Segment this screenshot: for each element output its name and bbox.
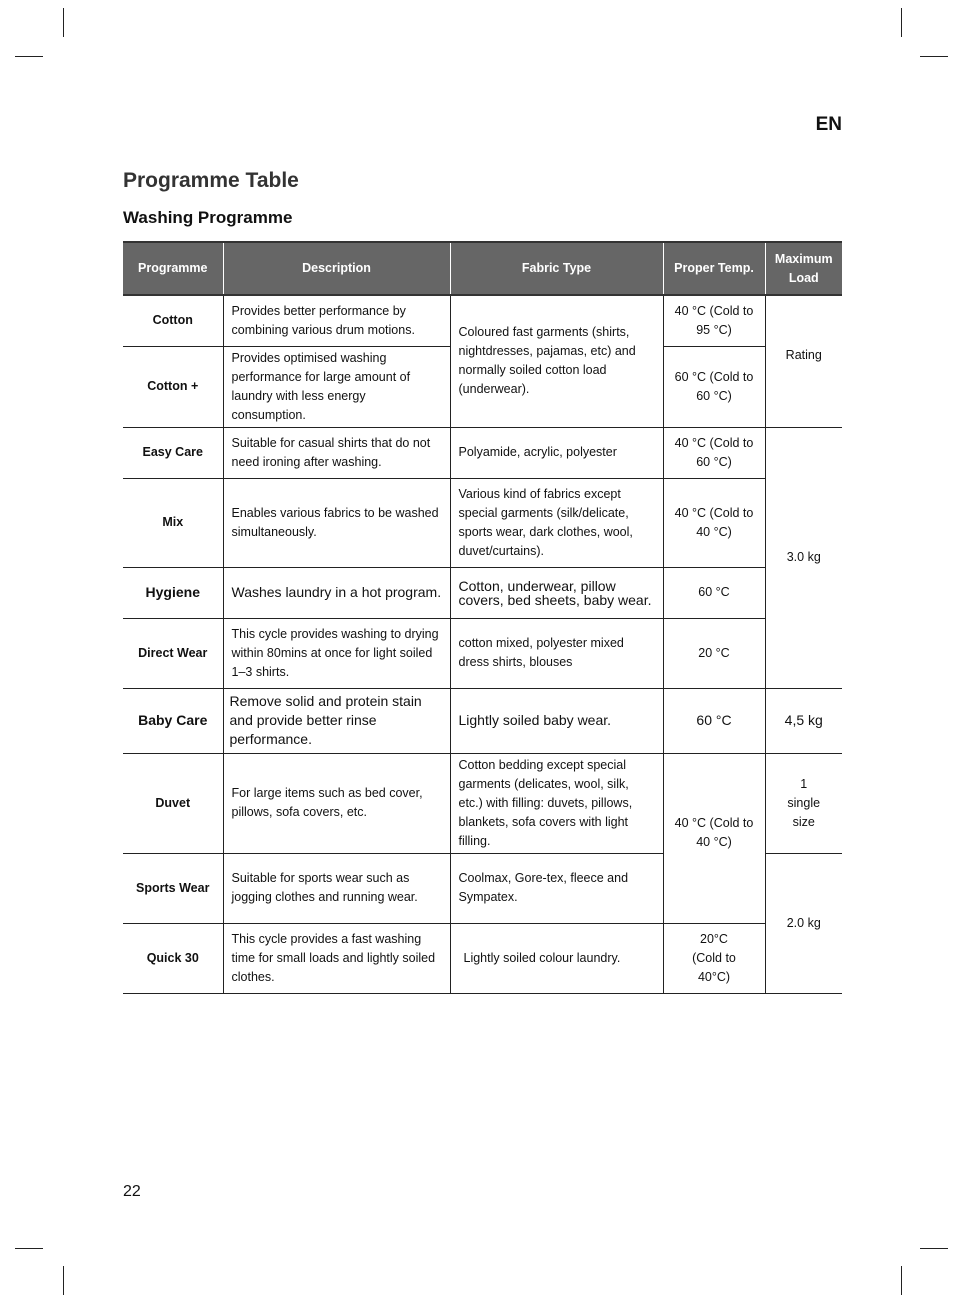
table-row	[123, 688, 842, 753]
page-number: 22	[123, 1183, 141, 1200]
maximum-load: 3.0 kg	[765, 427, 842, 688]
table-row	[123, 753, 842, 853]
programme-description: Provides optimised washing performance for large amount of laundry with less energy consumption.	[223, 346, 450, 427]
header-programme: Programme	[123, 242, 223, 295]
programme-table	[123, 241, 842, 994]
proper-temp: 20 °C	[663, 618, 765, 688]
fabric-type: Lightly soiled colour laundry.	[450, 923, 663, 993]
programme-description: Enables various fabrics to be washed simultaneously.	[223, 478, 450, 567]
crop-mark	[901, 8, 902, 37]
programme-description: This cycle provides washing to drying within 80mins at once for light soiled 1–3 shirts.	[223, 618, 450, 688]
programme-description: Remove solid and protein stain and provide better rinse performance.	[223, 688, 450, 753]
programme-name: Cotton	[123, 295, 223, 346]
header-description: Description	[223, 242, 450, 295]
crop-mark	[15, 56, 43, 57]
programme-name: Quick 30	[123, 923, 223, 993]
crop-mark	[15, 1248, 43, 1249]
programme-description: Suitable for sports wear such as jogging clothes and running wear.	[223, 853, 450, 923]
fabric-type: Cotton bedding except special garments (delicates, wool, silk, etc.) with filling: duvets, pillows, blankets, sofa covers with light filling.	[450, 753, 663, 853]
header-maximum-load: Maximum Load	[765, 242, 842, 295]
fabric-type: Coloured fast garments (shirts, nightdresses, pajamas, etc) and normally soiled cotton load (underwear).	[450, 295, 663, 427]
table-row	[123, 478, 842, 567]
proper-temp: 40 °C (Cold to 95 °C)	[663, 295, 765, 346]
table-row	[123, 923, 842, 993]
programme-description: Provides better performance by combining various drum motions.	[223, 295, 450, 346]
crop-mark	[920, 56, 948, 57]
table-row	[123, 295, 842, 346]
table-row	[123, 618, 842, 688]
table-row	[123, 567, 842, 618]
crop-mark	[63, 8, 64, 37]
proper-temp: 60 °C	[663, 567, 765, 618]
maximum-load: 1 single size	[765, 753, 842, 853]
header-proper-temp: Proper Temp.	[663, 242, 765, 295]
fabric-type: Polyamide, acrylic, polyester	[450, 427, 663, 478]
crop-mark	[920, 1248, 948, 1249]
maximum-load: Rating	[765, 295, 842, 427]
programme-name: Direct Wear	[123, 618, 223, 688]
programme-name: Hygiene	[123, 567, 223, 618]
programme-name: Duvet	[123, 753, 223, 853]
proper-temp: 20°C (Cold to 40°C)	[663, 923, 765, 993]
section-title: Washing Programme	[123, 208, 293, 227]
proper-temp: 60 °C (Cold to 60 °C)	[663, 346, 765, 427]
crop-mark	[63, 1266, 64, 1295]
programme-name: Easy Care	[123, 427, 223, 478]
language-label: EN	[815, 114, 842, 135]
fabric-type: Lightly soiled baby wear.	[450, 688, 663, 753]
programme-description: For large items such as bed cover, pillows, sofa covers, etc.	[223, 753, 450, 853]
programme-description: Suitable for casual shirts that do not need ironing after washing.	[223, 427, 450, 478]
fabric-type: Various kind of fabrics except special garments (silk/delicate, sports wear, dark clothes, wool, duvet/curtains).	[450, 478, 663, 567]
header-fabric-type: Fabric Type	[450, 242, 663, 295]
proper-temp: 60 °C	[663, 688, 765, 753]
programme-description: Washes laundry in a hot program.	[223, 567, 450, 618]
proper-temp: 40 °C (Cold to 60 °C)	[663, 427, 765, 478]
crop-mark	[901, 1266, 902, 1295]
fabric-type: cotton mixed, polyester mixed dress shirts, blouses	[450, 618, 663, 688]
fabric-type: Cotton, underwear, pillow covers, bed sheets, baby wear.	[450, 567, 663, 618]
programme-name: Baby Care	[123, 688, 223, 753]
fabric-type: Coolmax, Gore-tex, fleece and Sympatex.	[450, 853, 663, 923]
programme-description: This cycle provides a fast washing time for small loads and lightly soiled clothes.	[223, 923, 450, 993]
table-header-row	[123, 242, 842, 295]
programme-name: Mix	[123, 478, 223, 567]
programme-name: Cotton +	[123, 346, 223, 427]
maximum-load: 4,5 kg	[765, 688, 842, 753]
table-row	[123, 427, 842, 478]
proper-temp: 40 °C (Cold to 40 °C)	[663, 478, 765, 567]
page-title: Programme Table	[123, 169, 299, 192]
programme-name: Sports Wear	[123, 853, 223, 923]
proper-temp: 40 °C (Cold to 40 °C)	[663, 753, 765, 923]
maximum-load: 2.0 kg	[765, 853, 842, 993]
